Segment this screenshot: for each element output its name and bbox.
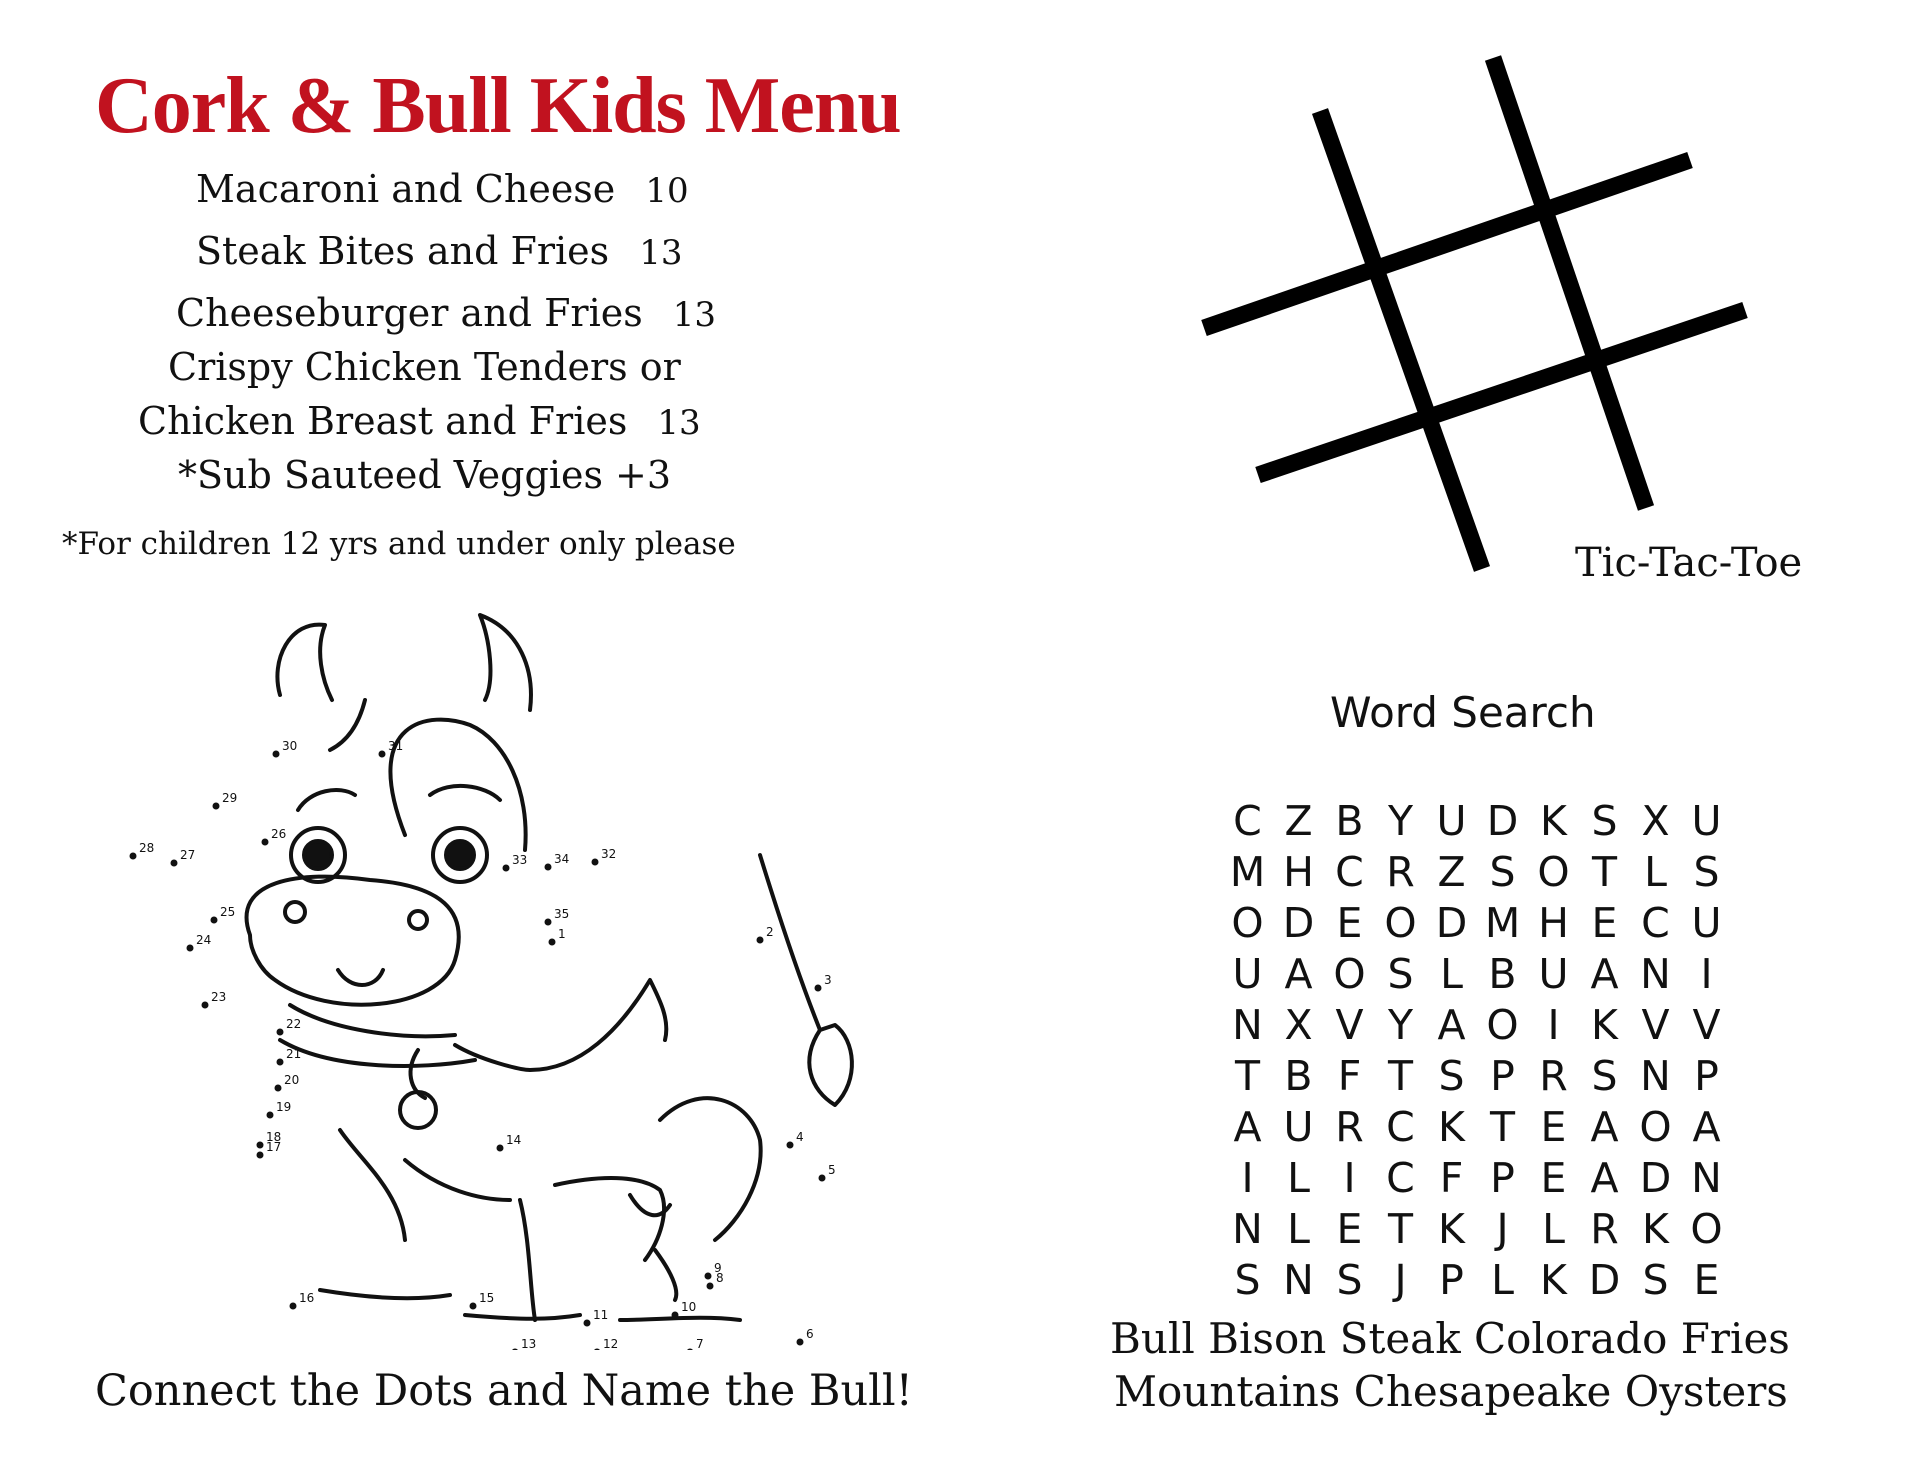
word-search-letter[interactable]: R xyxy=(1335,1103,1364,1151)
word-search-letter[interactable]: S xyxy=(1438,1052,1465,1100)
word-search-row xyxy=(1222,949,1732,1000)
word-search-letter[interactable]: A xyxy=(1590,1103,1619,1151)
connect-dot[interactable] xyxy=(273,751,280,758)
word-search-letter[interactable]: L xyxy=(1491,1256,1514,1304)
word-search-letter[interactable]: I xyxy=(1343,1154,1356,1202)
word-search-letter[interactable]: P xyxy=(1694,1052,1719,1100)
word-search-letter[interactable]: D xyxy=(1639,1154,1672,1202)
tic-tac-toe-grid[interactable] xyxy=(1180,40,1760,580)
connect-dot[interactable] xyxy=(594,1349,601,1351)
menu-item-price: 10 xyxy=(645,171,689,211)
word-search-letter[interactable]: P xyxy=(1490,1154,1515,1202)
connect-dot[interactable] xyxy=(757,937,764,944)
word-search-letter[interactable]: H xyxy=(1538,899,1569,947)
connect-dot-number: 15 xyxy=(479,1291,495,1305)
word-search-letter[interactable]: E xyxy=(1336,1205,1363,1253)
word-search-letter[interactable]: N xyxy=(1640,1052,1671,1100)
word-search-row xyxy=(1222,1204,1732,1255)
word-search-letter[interactable]: U xyxy=(1232,950,1263,998)
connect-dot-number: 29 xyxy=(222,791,238,805)
connect-dot[interactable] xyxy=(592,859,599,866)
word-search-letter[interactable]: N xyxy=(1640,950,1671,998)
connect-dot-number: 16 xyxy=(299,1291,315,1305)
connect-dot[interactable] xyxy=(797,1339,804,1346)
menu-item xyxy=(176,288,716,340)
connect-dot-number: 35 xyxy=(554,907,570,921)
word-search-letter[interactable]: T xyxy=(1234,1052,1261,1100)
word-search-letter[interactable]: B xyxy=(1284,1052,1313,1100)
word-search-letter[interactable]: D xyxy=(1282,899,1315,947)
connect-dot[interactable] xyxy=(277,1059,284,1066)
word-search-letter[interactable]: K xyxy=(1438,1205,1465,1253)
word-search-letter[interactable]: S xyxy=(1642,1256,1669,1304)
word-search-letter[interactable]: D xyxy=(1435,899,1468,947)
word-search-letter[interactable]: A xyxy=(1590,1154,1619,1202)
word-search-letter[interactable]: V xyxy=(1641,1001,1670,1049)
word-search-letter[interactable]: I xyxy=(1547,1001,1560,1049)
connect-dot-number: 6 xyxy=(806,1327,814,1341)
word-search-letter[interactable]: V xyxy=(1692,1001,1721,1049)
word-search-letter[interactable]: R xyxy=(1539,1052,1568,1100)
word-search-letter[interactable]: Y xyxy=(1387,1001,1414,1049)
word-search-letter[interactable]: E xyxy=(1540,1103,1567,1151)
word-search-row xyxy=(1222,1051,1732,1102)
connect-dot[interactable] xyxy=(512,1349,519,1351)
word-search-letter[interactable]: L xyxy=(1644,848,1667,896)
connect-dot[interactable] xyxy=(379,751,386,758)
word-search-letter[interactable]: E xyxy=(1540,1154,1567,1202)
menu-item-price: 13 xyxy=(672,295,717,335)
grid-line xyxy=(1204,160,1690,328)
word-search-letter[interactable]: B xyxy=(1488,950,1517,998)
connect-dot-number: 20 xyxy=(284,1073,300,1087)
connect-dot[interactable] xyxy=(470,1303,477,1310)
word-search-letter[interactable]: F xyxy=(1439,1154,1464,1202)
word-search-letter[interactable]: D xyxy=(1588,1256,1621,1304)
connect-dot-number: 31 xyxy=(388,739,404,753)
word-search-letter[interactable]: L xyxy=(1287,1205,1310,1253)
connect-dot-number: 17 xyxy=(266,1140,282,1154)
connect-dot[interactable] xyxy=(503,865,510,872)
menu-title: Cork & Bull Kids Menu xyxy=(95,62,901,150)
word-search-letter[interactable]: S xyxy=(1336,1256,1363,1304)
word-search-letter[interactable]: A xyxy=(1590,950,1619,998)
word-search-letter[interactable]: Y xyxy=(1387,797,1414,845)
connect-dot-number: 21 xyxy=(286,1047,302,1061)
word-search-letter[interactable]: T xyxy=(1387,1052,1414,1100)
word-search-letter[interactable]: A xyxy=(1692,1103,1721,1151)
connect-dot-number: 30 xyxy=(282,739,298,753)
connect-dot[interactable] xyxy=(819,1175,826,1182)
connect-dot-number: 10 xyxy=(681,1300,697,1314)
connect-dot-number: 28 xyxy=(139,841,155,855)
word-search-letter[interactable]: M xyxy=(1229,848,1266,896)
connect-dot-number: 13 xyxy=(521,1337,537,1350)
connect-dot-number: 18 xyxy=(266,1130,282,1144)
word-search-letter[interactable]: I xyxy=(1241,1154,1254,1202)
connect-dot-number: 11 xyxy=(593,1308,609,1322)
connect-dot-number: 7 xyxy=(696,1337,704,1350)
connect-dots-caption: Connect the Dots and Name the Bull! xyxy=(95,1366,913,1416)
word-search-letter[interactable]: U xyxy=(1283,1103,1314,1151)
word-search-letter[interactable]: S xyxy=(1234,1256,1261,1304)
connect-dot-number: 33 xyxy=(512,853,528,867)
grid-line xyxy=(1258,310,1745,475)
connect-the-dots-bull[interactable] xyxy=(100,600,920,1350)
connect-dot[interactable] xyxy=(277,1029,284,1036)
connect-dot-number: 19 xyxy=(276,1100,292,1114)
word-search-letter[interactable]: S xyxy=(1591,1052,1618,1100)
word-search-letter[interactable]: I xyxy=(1700,950,1713,998)
menu-item-name: Chicken Breast and Fries xyxy=(138,399,628,443)
menu-item-name: Macaroni and Cheese xyxy=(196,167,616,211)
connect-dot[interactable] xyxy=(130,853,137,860)
word-search-letter[interactable]: U xyxy=(1538,950,1569,998)
connect-dot[interactable] xyxy=(275,1085,282,1092)
connect-dot[interactable] xyxy=(584,1320,591,1327)
connect-dot[interactable] xyxy=(787,1142,794,1149)
word-search-letter[interactable]: H xyxy=(1283,848,1314,896)
menu-item xyxy=(196,164,689,216)
word-search-letter[interactable]: K xyxy=(1540,797,1567,845)
connect-dot[interactable] xyxy=(497,1145,504,1152)
menu-item xyxy=(168,342,681,392)
word-search-letter[interactable]: U xyxy=(1691,899,1722,947)
connect-dot-number: 4 xyxy=(796,1130,804,1144)
word-search-letter[interactable]: P xyxy=(1439,1256,1464,1304)
connect-dot-number: 12 xyxy=(603,1337,619,1350)
word-search-letter[interactable]: S xyxy=(1489,848,1516,896)
word-search-letter[interactable]: P xyxy=(1490,1052,1515,1100)
word-search-letter[interactable]: K xyxy=(1540,1256,1567,1304)
word-search-letter[interactable]: S xyxy=(1387,950,1414,998)
word-search-letter[interactable]: C xyxy=(1386,1103,1415,1151)
word-search-letter[interactable]: O xyxy=(1537,848,1570,896)
connect-dot-number: 1 xyxy=(558,927,566,941)
word-list-line: Mountains Chesapeake Oysters xyxy=(1114,1367,1788,1416)
word-search-letter[interactable]: X xyxy=(1284,1001,1313,1049)
grid-line xyxy=(1493,58,1646,508)
connect-dot-number: 25 xyxy=(220,905,236,919)
word-search-letter[interactable]: E xyxy=(1693,1256,1720,1304)
word-search-grid[interactable] xyxy=(1222,796,1732,1306)
connect-dot-number: 8 xyxy=(716,1271,724,1285)
word-search-letter[interactable]: K xyxy=(1642,1205,1669,1253)
dot-markers xyxy=(130,739,836,1350)
connect-dot-number: 27 xyxy=(180,848,196,862)
word-search-letter[interactable]: X xyxy=(1641,797,1670,845)
word-search-letter[interactable]: K xyxy=(1438,1103,1465,1151)
connect-dot-number: 14 xyxy=(506,1133,522,1147)
word-search-letter[interactable]: E xyxy=(1336,899,1363,947)
word-search-letter[interactable]: K xyxy=(1591,1001,1618,1049)
word-search-letter[interactable]: U xyxy=(1436,797,1467,845)
menu-item-name: Cheeseburger and Fries xyxy=(176,291,643,335)
connect-dot-number: 34 xyxy=(554,852,570,866)
connect-dot[interactable] xyxy=(545,864,552,871)
word-search-letter[interactable]: T xyxy=(1591,848,1618,896)
word-search-row xyxy=(1222,1153,1732,1204)
menu-item-price: 13 xyxy=(657,403,701,443)
word-search-letter[interactable]: S xyxy=(1591,797,1618,845)
word-search-letter[interactable]: E xyxy=(1591,899,1618,947)
word-search-letter[interactable]: N xyxy=(1691,1154,1722,1202)
word-search-letter[interactable]: J xyxy=(1496,1205,1509,1253)
word-search-letter[interactable]: C xyxy=(1335,848,1364,896)
word-search-letter[interactable]: N xyxy=(1232,1001,1263,1049)
tic-tac-toe-label: Tic-Tac-Toe xyxy=(1575,540,1803,586)
word-search-letter[interactable]: B xyxy=(1335,797,1364,845)
word-search-row xyxy=(1222,1102,1732,1153)
connect-dot[interactable] xyxy=(257,1152,264,1159)
menu-item xyxy=(196,226,682,278)
menu-item-name: Crispy Chicken Tenders or xyxy=(168,345,681,389)
connect-dot-number: 5 xyxy=(828,1163,836,1177)
word-search-letter[interactable]: V xyxy=(1335,1001,1364,1049)
connect-dot[interactable] xyxy=(262,839,269,846)
word-search-letter[interactable]: D xyxy=(1486,797,1519,845)
word-search-letter[interactable]: L xyxy=(1440,950,1463,998)
word-search-word-list xyxy=(1110,1312,1850,1418)
word-search-letter[interactable]: F xyxy=(1337,1052,1362,1100)
word-search-letter[interactable]: O xyxy=(1639,1103,1672,1151)
word-search-title: Word Search xyxy=(1330,688,1596,737)
connect-dot[interactable] xyxy=(211,917,218,924)
word-search-letter[interactable]: Z xyxy=(1437,848,1466,896)
connect-dot[interactable] xyxy=(687,1349,694,1351)
connect-dot[interactable] xyxy=(707,1283,714,1290)
connect-dot[interactable] xyxy=(257,1142,264,1149)
word-search-letter[interactable]: C xyxy=(1233,797,1262,845)
menu-item-name: *Sub Sauteed Veggies +3 xyxy=(178,453,672,497)
connect-dot-number: 26 xyxy=(271,827,287,841)
connect-dot[interactable] xyxy=(545,919,552,926)
word-search-row xyxy=(1222,1000,1732,1051)
bull-outline xyxy=(247,615,852,1320)
word-search-letter[interactable]: M xyxy=(1484,899,1521,947)
word-search-letter[interactable]: O xyxy=(1231,899,1264,947)
word-search-letter[interactable]: T xyxy=(1387,1205,1414,1253)
menu-item-name: Steak Bites and Fries xyxy=(196,229,610,273)
word-search-row xyxy=(1222,898,1732,949)
word-search-letter[interactable]: A xyxy=(1437,1001,1466,1049)
word-search-letter[interactable]: A xyxy=(1284,950,1313,998)
connect-dot-number: 23 xyxy=(211,990,227,1004)
menu-item xyxy=(178,450,671,500)
word-search-letter[interactable]: N xyxy=(1283,1256,1314,1304)
word-search-letter[interactable]: O xyxy=(1384,899,1417,947)
connect-dot[interactable] xyxy=(187,945,194,952)
connect-dot[interactable] xyxy=(549,939,556,946)
connect-dot[interactable] xyxy=(267,1112,274,1119)
connect-dot-number: 3 xyxy=(824,973,832,987)
word-search-letter[interactable]: Z xyxy=(1284,797,1313,845)
connect-dot-number: 2 xyxy=(766,925,774,939)
word-search-letter[interactable]: C xyxy=(1641,899,1670,947)
connect-dot-number: 22 xyxy=(286,1017,302,1031)
word-search-letter[interactable]: O xyxy=(1333,950,1366,998)
word-search-letter[interactable]: O xyxy=(1690,1205,1723,1253)
word-search-letter[interactable]: R xyxy=(1590,1205,1619,1253)
connect-dot-number: 9 xyxy=(714,1261,722,1275)
connect-dot-number: 32 xyxy=(601,847,617,861)
connect-dot[interactable] xyxy=(815,985,822,992)
word-list-line: Bull Bison Steak Colorado Fries xyxy=(1110,1314,1790,1363)
connect-dot[interactable] xyxy=(705,1273,712,1280)
word-search-letter[interactable]: R xyxy=(1386,848,1415,896)
word-search-row xyxy=(1222,847,1732,898)
word-search-letter[interactable]: U xyxy=(1691,797,1722,845)
connect-dot[interactable] xyxy=(290,1303,297,1310)
word-search-letter[interactable]: T xyxy=(1489,1103,1516,1151)
connect-dot[interactable] xyxy=(213,803,220,810)
word-search-row xyxy=(1222,796,1732,847)
word-search-letter[interactable]: J xyxy=(1394,1256,1407,1304)
word-search-letter[interactable]: N xyxy=(1232,1205,1263,1253)
word-search-letter[interactable]: A xyxy=(1233,1103,1262,1151)
word-search-letter[interactable]: O xyxy=(1486,1001,1519,1049)
grid-line xyxy=(1320,111,1482,569)
word-search-letter[interactable]: C xyxy=(1386,1154,1415,1202)
word-search-row xyxy=(1222,1255,1732,1306)
connect-dot[interactable] xyxy=(672,1312,679,1319)
connect-dot-number: 24 xyxy=(196,933,212,947)
connect-dot[interactable] xyxy=(171,860,178,867)
word-search-letter[interactable]: L xyxy=(1287,1154,1310,1202)
age-note: *For children 12 yrs and under only please xyxy=(62,526,736,562)
menu-item xyxy=(138,396,701,448)
word-search-letter[interactable]: S xyxy=(1693,848,1720,896)
menu-item-price: 13 xyxy=(639,233,683,273)
word-search-letter[interactable]: L xyxy=(1542,1205,1565,1253)
connect-dot[interactable] xyxy=(202,1002,209,1009)
